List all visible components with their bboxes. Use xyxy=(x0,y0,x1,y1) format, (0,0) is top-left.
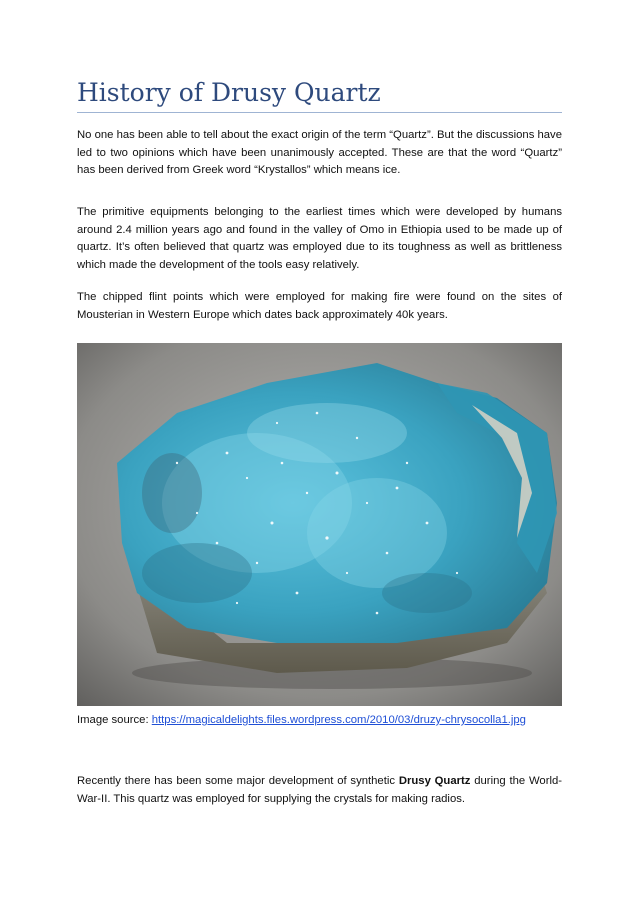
caption-label: Image source: xyxy=(77,714,152,726)
image-source-link[interactable]: https://magicaldelights.files.wordpress.com/2010/03/druzy-chrysocolla1.jpg xyxy=(151,714,526,726)
title-underline-rule xyxy=(77,112,562,113)
page-title: History of Drusy Quartz xyxy=(77,78,381,107)
drusy-quartz-photo xyxy=(77,343,562,706)
paragraph-synthetic-development xyxy=(77,773,562,808)
paragraph-origin: No one has been able to tell about the exact origin of the term “Quartz”. But the discussions have led to two opinions which have been unanimously accepted. These are that the word “Quartz” has been derived from Greek word “Krystallos” which means ice. xyxy=(77,129,562,177)
image-caption xyxy=(77,712,562,729)
paragraph-primitive-tools: The primitive equipments belonging to the earliest times which were developed by humans around 2.4 million years ago and found in the valley of Omo in Ethiopia used to be made up of quartz. It’s often believed that quartz was employed due to its toughness as well as brittleness which made the development of the tools easy relatively. xyxy=(77,206,562,271)
bold-term-drusy-quartz: Drusy Quartz xyxy=(398,775,471,787)
paragraph-text-after: during the World-War-II. This quartz was employed for supplying the crystals for making radios. xyxy=(77,775,563,805)
paragraph-text-before: Recently there has been some major development of synthetic xyxy=(77,775,399,787)
paragraph-flint-points: The chipped flint points which were employed for making fire were found on the sites of Mousterian in Western Europe which dates back approximately 40k years. xyxy=(77,291,562,321)
